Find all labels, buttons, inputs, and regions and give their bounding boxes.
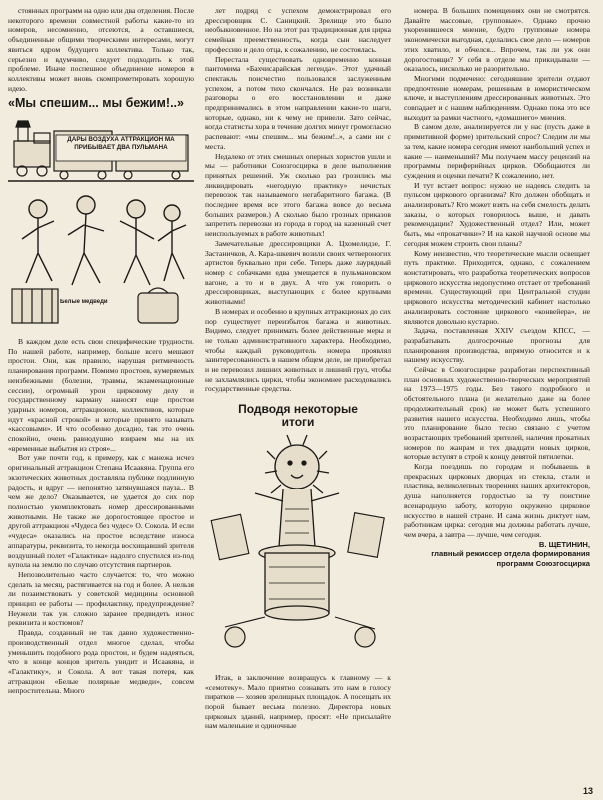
pedestal-icon xyxy=(259,545,335,620)
text-column-1 xyxy=(8,6,194,796)
paragraph: номера. В больших помещениях они не смотрятся. Давайте массовые, групповые». Однако прочно укоренившееся мнение, будто групповые номера экономически выгодная, сделались свое дело — номеров этих хватило, и обчелся... Впрочем, так ли уж они дорогостоящи? У себя в отделе мы прикидывали — оказалось, нисколько не разорительно. xyxy=(404,6,590,74)
page-number: 13 xyxy=(582,786,593,796)
paragraph: Непозволительно часто случается: то, что можно сделать за месяц, растягивается на год и более. А нельзя ли позаимствовать у советской медицины основной принцип ее работы — профилактику, предупреждение? Неужели так уж сложно заранее предвидеть износ реквизита и костюмов? xyxy=(8,569,194,628)
section-heading-2: Подводя некоторые итоги xyxy=(238,402,358,430)
lion-cartoon-drawing xyxy=(205,397,391,667)
paragraph: В самом деле, анализируется ли у нас (пусть даже в примитивной форме) зрительский спрос? Следим ли мы за тем, какие номера сегодня имеют наибольший успех и какие — наименьший? Мы получаем массу рецензий на программы периферийных цирков. Обобщаются ли суждения и оценки печати? К сожалению, нет. xyxy=(404,122,590,180)
train-cartoon-illustration xyxy=(8,113,194,334)
paragraph: Итак, в заключение возвращусь к главному — к «семотеку». Мало приятно сознавать это нам в голосу пиратков — хозяев зрелищных площадок. А посещать их порой бывает весьма полезно. Директора новых цирковых зданий, например, просят: «Не присылайте нам маленькие и одиночные xyxy=(205,672,391,731)
paragraph: И тут встает вопрос: нужно не надеясь следить за пульсом циркового организма? Кто должен обобщать и анализировать? Кто может взять на себя смелость делать заказы, о которых говорилось выше, и давать рекомендации? Художественный отдел? Или, может быть, мы «прокатчики»? И на какой научной основе мы сегодня можем строить свои планы? xyxy=(404,180,590,248)
text-column-3 xyxy=(404,6,590,796)
paragraph: Многими подмечено: сегодняшние зрители отдают предпочтение номерам, решенным в юмористическом ключе, и выступлениям дрессированных животных. Это совпадает и с нашим наблюдениям. Однако пока это все выходит за рамки частного, «домашнего» мнения. xyxy=(404,73,590,122)
paragraph: Задача, поставленная XXIV съездом КПСС, — разрабатывать долгосрочные прогнозы для планирования производства, впрямую относится и к нашему искусству. xyxy=(404,326,590,365)
cage-label: Белые медведи xyxy=(60,299,108,306)
text-column-2 xyxy=(205,6,391,796)
train-cartoon-drawing xyxy=(8,113,194,331)
paragraph: стоянных программ на одно или два отделения. После некоторого времени совместной работы какие-то из номеров, несомненно, отсеются, а оставшиеся, объединенные общими творческими интересами, могут явиться ядром будущего коллектива. Только так, серьезно и вдумчиво, следует подходить к этой проблеме. Иначе поспешное объединение номеров в коллективы может вновь скомпрометировать хорошую идею. xyxy=(8,6,194,93)
paragraph: В номерах и особенно в крупных аттракционах до сих пор существует переизбыток багажа и животных. Видимо, следует принимать более действенные меры и не только административного характера. Необходимо, чтобы каждый руководитель номера проявлял заинтересованность в нашем общем деле, не приобретал и не перевозил лишних животных и лишний груз, чтобы не захламлялись цирки, чтобы экономнее расходовались государственные средства. xyxy=(205,306,391,394)
paragraph: Когда поездишь по городам и побываешь в прекрасных цирковых дворцах из стекла, стали и пластика, великолепных творениях наших архитекторов, душа наполняется гордостью за ту поистине всенародную заботу, которую окружено цирковое искусство в нашей стране. И сама жизнь диктует нам, работникам цирка: сегодня мы должны работать лучше, чем вчера, а завтра — лучше, чем сегодня. xyxy=(404,462,590,539)
paragraph: Кому неизвестно, что теоретические мысли освещает путь практике. Приходится, однако, с сожалением констатировать, что разработка теоретических вопросов циркового искусства недопустимо отстает от требований времени. Существующий при Центральной студии циркового искусства методический кабинет настолько анализировать состояние циркового «конвейера», не являются довольно кустарно. xyxy=(404,248,590,326)
bear-cage-icon xyxy=(12,289,58,323)
paragraph: В каждом деле есть свои специфические трудности. По нашей работе, например, больше всего мешают простои. Они, как правило, нарушая ритмичность планирования программ. Помимо простоев, кумеряемых неизбежными (болезни, травмы, экзаменационные сессии), огромный урон цирковому делу и государственному карману наносят еще простои ударных номеров, аттракционов, коллективов, которые идут «красной строкой» и которые принято называть «кассовыми». И что особенно досадно, так это очень спокойно, очень равнодушно взираем мы на их «временные выбытия из строя»... xyxy=(8,337,194,453)
author-signature xyxy=(404,540,590,569)
paragraph: Вот уже почти год, к примеру, как с манежа исчез оригинальный аттракцион Степана Исаакяна. Группа его экзотических животных доставляла публике подлинную радость, и вдруг — непонятно затянувшаяся пауза... В чем же дело? Оказывается, не удается до сих пор полностью укомплектовать номер дрессированными животными. Не также же дорогостоящее простое и другой аттракцион «Чудеса без чудес» О. Сокола. И если «чудеса» оказались на простое вследствие износа аппаратуры, реквизита, то некогда восхищавший зрителя воздушный полет «Галактика» надолго спустился из-под купола на землю по случаю отсутствия партнеров. xyxy=(8,453,194,570)
lion-cartoon-illustration xyxy=(205,397,391,670)
paragraph: лет подряд с успехом демонстрировал его дрессировщик С. Саницкий. Зрелище это было необыкновенное. Но на этот раз традиционная для цирка семейная преемственность, когда сын наследует профессию и дело отца, к сожалению, не состоялась. xyxy=(205,6,391,54)
author-role: главный режиссер отдела формирования программ Союзгосцирка xyxy=(431,549,590,569)
section-heading: «Мы спешим... мы бежим!..» xyxy=(8,96,184,111)
train-sign: ДАРЫ ВОЗДУХА АТТРАКЦИОН МА ПРИБЫВАЕТ ДВА ПУЛЬМАНА xyxy=(67,136,175,151)
paragraph: Недалеко от этих смешных оперных хористов ушли и мы — работники Союзгосцирка в деле выполнения принятых решений. Уж сколько раз грозились мы ликвидировать «негодную практику» нечистых перевозок так называемого негабаритного багажа. (В последнее время все этого багажа вовсе до весьма больших размеров.) А сколько было грозных приказов запретить перевозки из города в город на казенный счет неиспользуемых в работе животных! xyxy=(205,151,391,239)
author-name: В. ЩЕТИНИН, xyxy=(538,539,590,549)
paragraph: Перестала существовать одновременно конная пантомима «Бахчисарайская легенда». Этот удачный спектакль поисчестно пользовался заслуженным успехом, а потом тихо скончался. Не раз возникали разговоры о его восстановлении и даже предпринимались в этом направлении какие-то шаги, которые, однако, ни к чему не привели. Зато сейчас, когда статисты хора в течение долгих минут громогласно распевают: «мы спешим... мы бежим!..», а сами ни с места. xyxy=(205,54,391,151)
paragraph: Сейчас в Союзгосцирке разработан перспективный план основных художественно-творческих мероприятий на 1973—1975 годы. Без такого подробного и обстоятельного плана (и желательно даже на более продолжительный срок) не может быть успешного развития нашего искусства. Необходимо лишь, чтобы это планирование было тесно связано с учетом возрастающих требований зрителей, наличия прокатных номеров по жанрам и тех двадцати новых цирков, которые вступят в строй к концу девятой пятилетки. xyxy=(404,365,590,462)
paragraph: Правда, созданный не так давно художественно-производственный отдел многое сделал, чтобы уменьшить подобного рода простои, и будем надеяться, что в конце концов зритель увидит и Исаакяна, и «Галактику», и Сокола. А вот такая потеря, как аттракцион «Белые полярные медведи», совсем непростительна. Много xyxy=(8,628,194,696)
paragraph: Замечательные дрессировщики А. Цхомелидзе, Г. Застаничков, А. Кара-шкевич возили своих четвероногих артистов буквально при себе. Теперь даже лаурядный номер с собачками едва умещается в пульмановском вагоне, а то и в двух. А что уж говорить о дрессировщиках, выступающих с более крупными животными! xyxy=(205,238,391,307)
